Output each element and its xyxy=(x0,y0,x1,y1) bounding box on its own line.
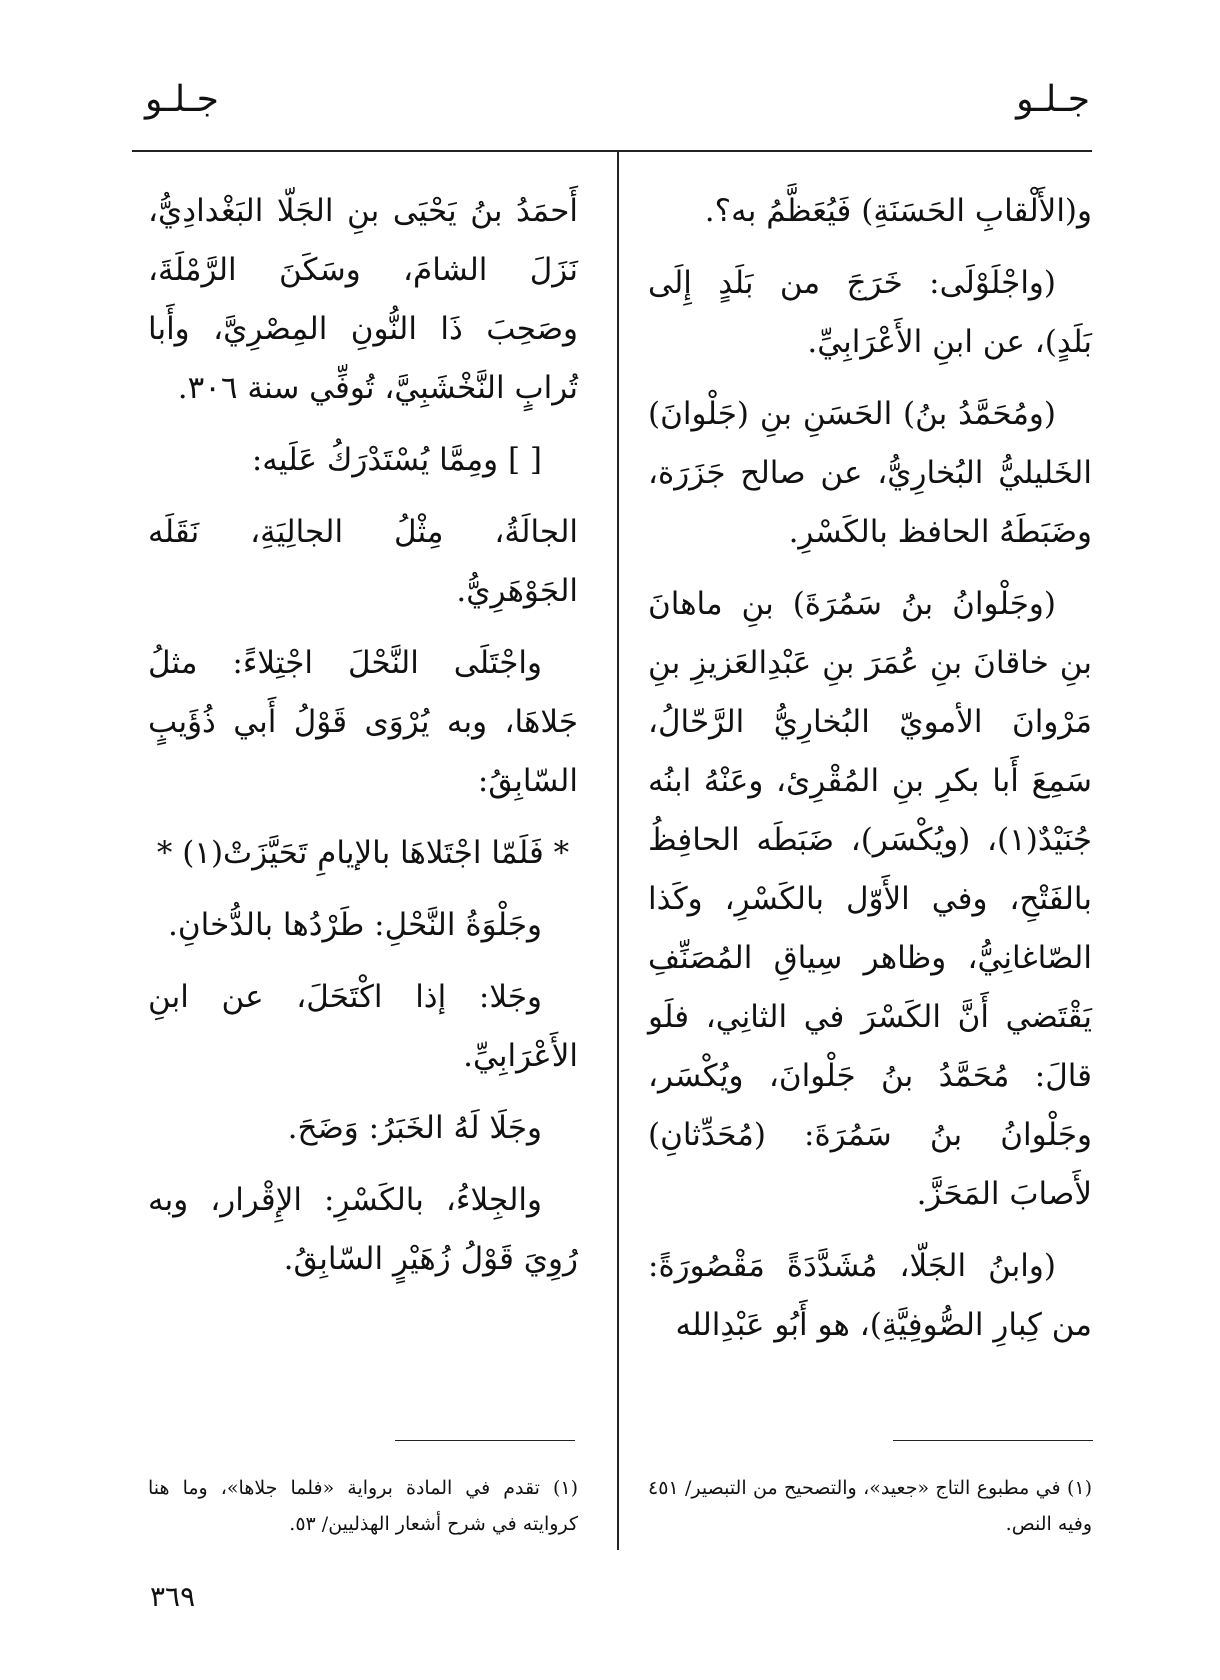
paragraph: أَحمَدُ بنُ يَحْيَى بنِ الجَلّا البَغْدادِيُّ، نَزَلَ الشامَ، وسَكَنَ الرَّمْلَةَ، وصَحِبَ ذَا النُّونِ المِصْرِيَّ، وأَبا تُرابٍ النَّخْشَبِيَّ، تُوفِّي سنة ٣٠٦. xyxy=(148,193,578,406)
paragraph: وجَلَا لَهُ الخَبَرُ: وَضَحَ. xyxy=(287,1110,542,1146)
right-column xyxy=(648,182,1092,1368)
paragraph: والجِلاءُ، بالكَسْرِ: الإِقْرار، وبه رُوِيَ قَوْلُ زُهَيْرٍ السّابِقُ. xyxy=(148,1182,578,1277)
verse-line: * فَلَمّا اجْتَلاهَا بالإيامِ تَحَيَّزَتْ(١) * xyxy=(156,835,570,871)
footnote-left: (١) تقدم في المادة برواية «فلما جلاها»، وما هنا كروايته في شرح أشعار الهذليين/ ٥٣. xyxy=(148,1477,578,1535)
header-rule xyxy=(132,150,1092,152)
paragraph: واجْتَلَى النَّحْلَ اجْتِلاءً: مثلُ جَلاهَا، وبه يُرْوَى قَوْلُ أَبي ذُؤَيبٍ السّابِقُ: xyxy=(148,645,578,799)
footnote-rule-left xyxy=(395,1440,575,1441)
paragraph: (ومُحَمَّدُ بنُ) الحَسَنِ بنِ (جَلْوانَ) الخَليليُّ البُخارِيُّ، عن صالح جَزَرَة، وضَبَطَهُ الحافظ بالكَسْرِ. xyxy=(648,396,1092,550)
left-column xyxy=(148,182,578,1302)
running-head-left: جـلـو xyxy=(145,79,219,120)
column-divider xyxy=(617,150,619,1550)
paragraph: (وجَلْوانُ بنُ سَمُرَةَ) بنِ ماهانَ بنِ خاقانَ بنِ عُمَرَ بنِ عَبْدِالعَزيزِ بنِ مَرْوانَ الأمويّ البُخارِيُّ الرَّحّالُ، سَمِعَ أَبا بكرِ بنِ المُقْرِئ، وعَنْهُ ابنُه جُنَيْدٌ(١)، (ويُكْسَر)، ضَبَطَه الحافِظُ بالفَتْحِ، وفي الأَوّل بالكَسْرِ، وكَذا الصّاغانِيُّ، وظاهر سِياقِ المُصَنِّفِ يَقْتَضي أَنَّ الكَسْرَ في الثانِي، فلَو قالَ: مُحَمَّدُ بنُ جَلْوانَ، ويُكْسَر، وجَلْوانُ بنُ سَمُرَةَ: (مُحَدِّثانِ) لأَصابَ المَحَزَّ. xyxy=(648,586,1092,1212)
page-number: ٣٦٩ xyxy=(150,1580,196,1613)
paragraph: وجَلا: إذا اكْتَحَلَ، عن ابنِ الأَعْرَابِيِّ. xyxy=(148,979,578,1074)
paragraph: و(الأَلْقابِ الحَسَنَةِ) فَيُعَظَّمُ به؟. xyxy=(704,193,1092,229)
paragraph: الجالَةُ، مِثْلُ الجالِيَةِ، نَقَلَه الجَوْهَرِيُّ. xyxy=(148,514,578,609)
running-head-right: جـلـو xyxy=(1016,79,1090,120)
paragraph: (واجْلَوْلَى: خَرَجَ من بَلَدٍ إِلَى بَلَدٍ)، عن ابنِ الأَعْرَابِيِّ. xyxy=(648,265,1092,360)
footnote-rule-right xyxy=(893,1440,1093,1441)
paragraph: وجَلْوَةُ النَّحْلِ: طَرْدُها بالدُّخانِ. xyxy=(168,907,542,943)
paragraph: (وابنُ الجَلّا، مُشَدَّدَةً مَقْصُورَةً: من كِبارِ الصُّوفِيَّةِ)، هو أَبُو عَبْدِالله xyxy=(648,1248,1092,1343)
footnote-right: (١) في مطبوع التاج «جعيد»، والتصحيح من التبصير/ ٤٥١ وفيه النص. xyxy=(648,1477,1092,1535)
section-heading: [ ] ومِمَّا يُسْتَدْرَكُ عَلَيه: xyxy=(251,442,542,478)
